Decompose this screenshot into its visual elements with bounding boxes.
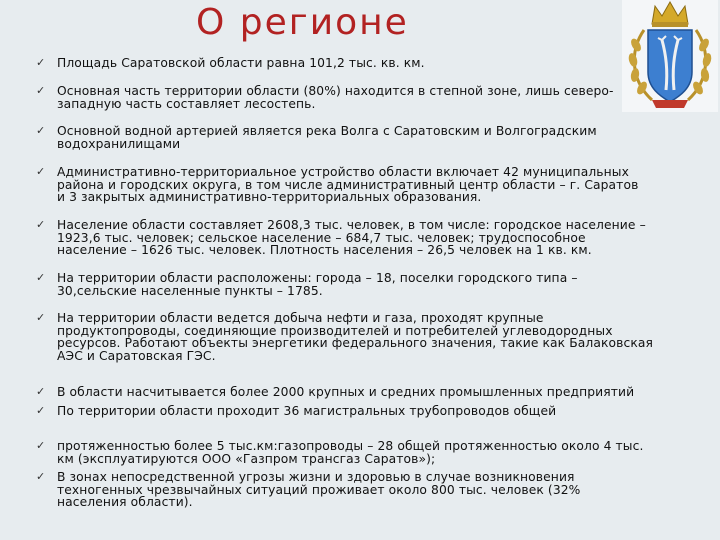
checkmark-icon: ✓	[36, 218, 46, 231]
checkmark-icon: ✓	[36, 404, 46, 417]
checkmark-icon: ✓	[36, 84, 46, 97]
slide-title: О регионе	[196, 2, 409, 43]
checkmark-icon: ✓	[36, 470, 46, 483]
checkmark-icon: ✓	[36, 385, 46, 398]
checkmark-icon: ✓	[36, 271, 46, 284]
checkmark-icon: ✓	[36, 165, 46, 178]
checkmark-icon: ✓	[36, 311, 46, 324]
checkmark-icon: ✓	[36, 124, 46, 137]
checkmark-icon: ✓	[36, 56, 46, 69]
checkmark-icon: ✓	[36, 439, 46, 452]
